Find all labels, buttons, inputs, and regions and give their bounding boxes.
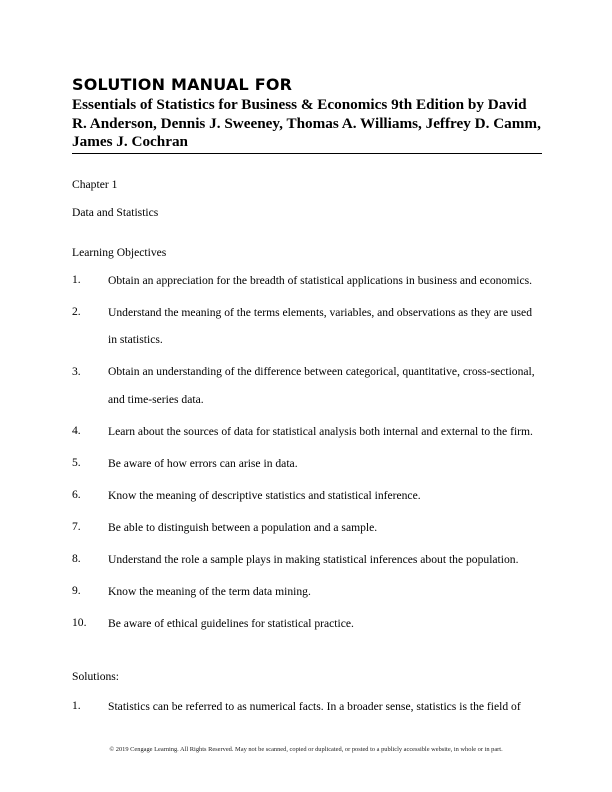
objective-text: Obtain an appreciation for the breadth of statistical applications in business and economics. <box>108 273 533 287</box>
objective-item <box>72 582 542 605</box>
title-divider <box>72 153 542 154</box>
objective-text: Understand the meaning of the terms elements, variables, and observations as they are used in statistics. <box>108 305 533 346</box>
objective-text: Be able to distinguish between a population and a sample. <box>108 520 378 534</box>
book-title: Essentials of Statistics for Business & Economics 9th Edition by David R. Anderson, Dennis J. Sweeney, Thomas A. Williams, Jeffrey D. Camm, James J. Cochran <box>72 96 541 150</box>
objective-item <box>72 271 542 294</box>
solutions-list <box>72 697 542 729</box>
document-header <box>72 76 542 154</box>
solution-item <box>72 697 542 720</box>
chapter-title: Data and Statistics <box>72 206 159 219</box>
learning-objectives-list <box>72 271 542 646</box>
manual-heading: SOLUTION MANUAL FOR <box>72 75 293 94</box>
objective-item <box>72 614 542 637</box>
objective-item <box>72 454 542 477</box>
objective-number: 10. <box>72 616 87 629</box>
objective-text: Know the meaning of descriptive statistics and statistical inference. <box>108 488 421 502</box>
learning-objectives-heading: Learning Objectives <box>72 246 167 259</box>
objective-number: 8. <box>72 552 81 565</box>
objective-text: Be aware of how errors can arise in data. <box>108 456 298 470</box>
objective-number: 4. <box>72 424 81 437</box>
objective-text: Be aware of ethical guidelines for statistical practice. <box>108 616 354 630</box>
objective-item <box>72 550 542 573</box>
objective-number: 2. <box>72 305 81 318</box>
solution-number: 1. <box>72 699 81 712</box>
objective-number: 9. <box>72 584 81 597</box>
objective-item <box>72 486 542 509</box>
objective-text: Learn about the sources of data for statistical analysis both internal and external to the firm. <box>108 424 533 438</box>
objective-number: 6. <box>72 488 81 501</box>
chapter-label: Chapter 1 <box>72 178 118 191</box>
objective-number: 7. <box>72 520 81 533</box>
copyright-footer: © 2019 Cengage Learning. All Rights Reserved. May not be scanned, copied or duplicated, or posted to a publicly accessible website, in whole or in part. <box>109 746 503 753</box>
objective-number: 3. <box>72 364 81 378</box>
objective-item <box>72 363 542 414</box>
objective-text: Know the meaning of the term data mining. <box>108 584 311 598</box>
objective-text: Understand the role a sample plays in making statistical inferences about the population. <box>108 552 519 566</box>
objective-number: 1. <box>72 273 81 286</box>
objective-text: Obtain an understanding of the difference between categorical, quantitative, cross-sectional, and time-series data. <box>108 365 535 406</box>
objective-item <box>72 422 542 445</box>
objective-item <box>72 303 542 354</box>
solution-text: Statistics can be referred to as numerical facts. In a broader sense, statistics is the field of <box>108 699 521 713</box>
objective-number: 5. <box>72 456 81 469</box>
objective-item <box>72 518 542 541</box>
solutions-heading: Solutions: <box>72 670 120 683</box>
